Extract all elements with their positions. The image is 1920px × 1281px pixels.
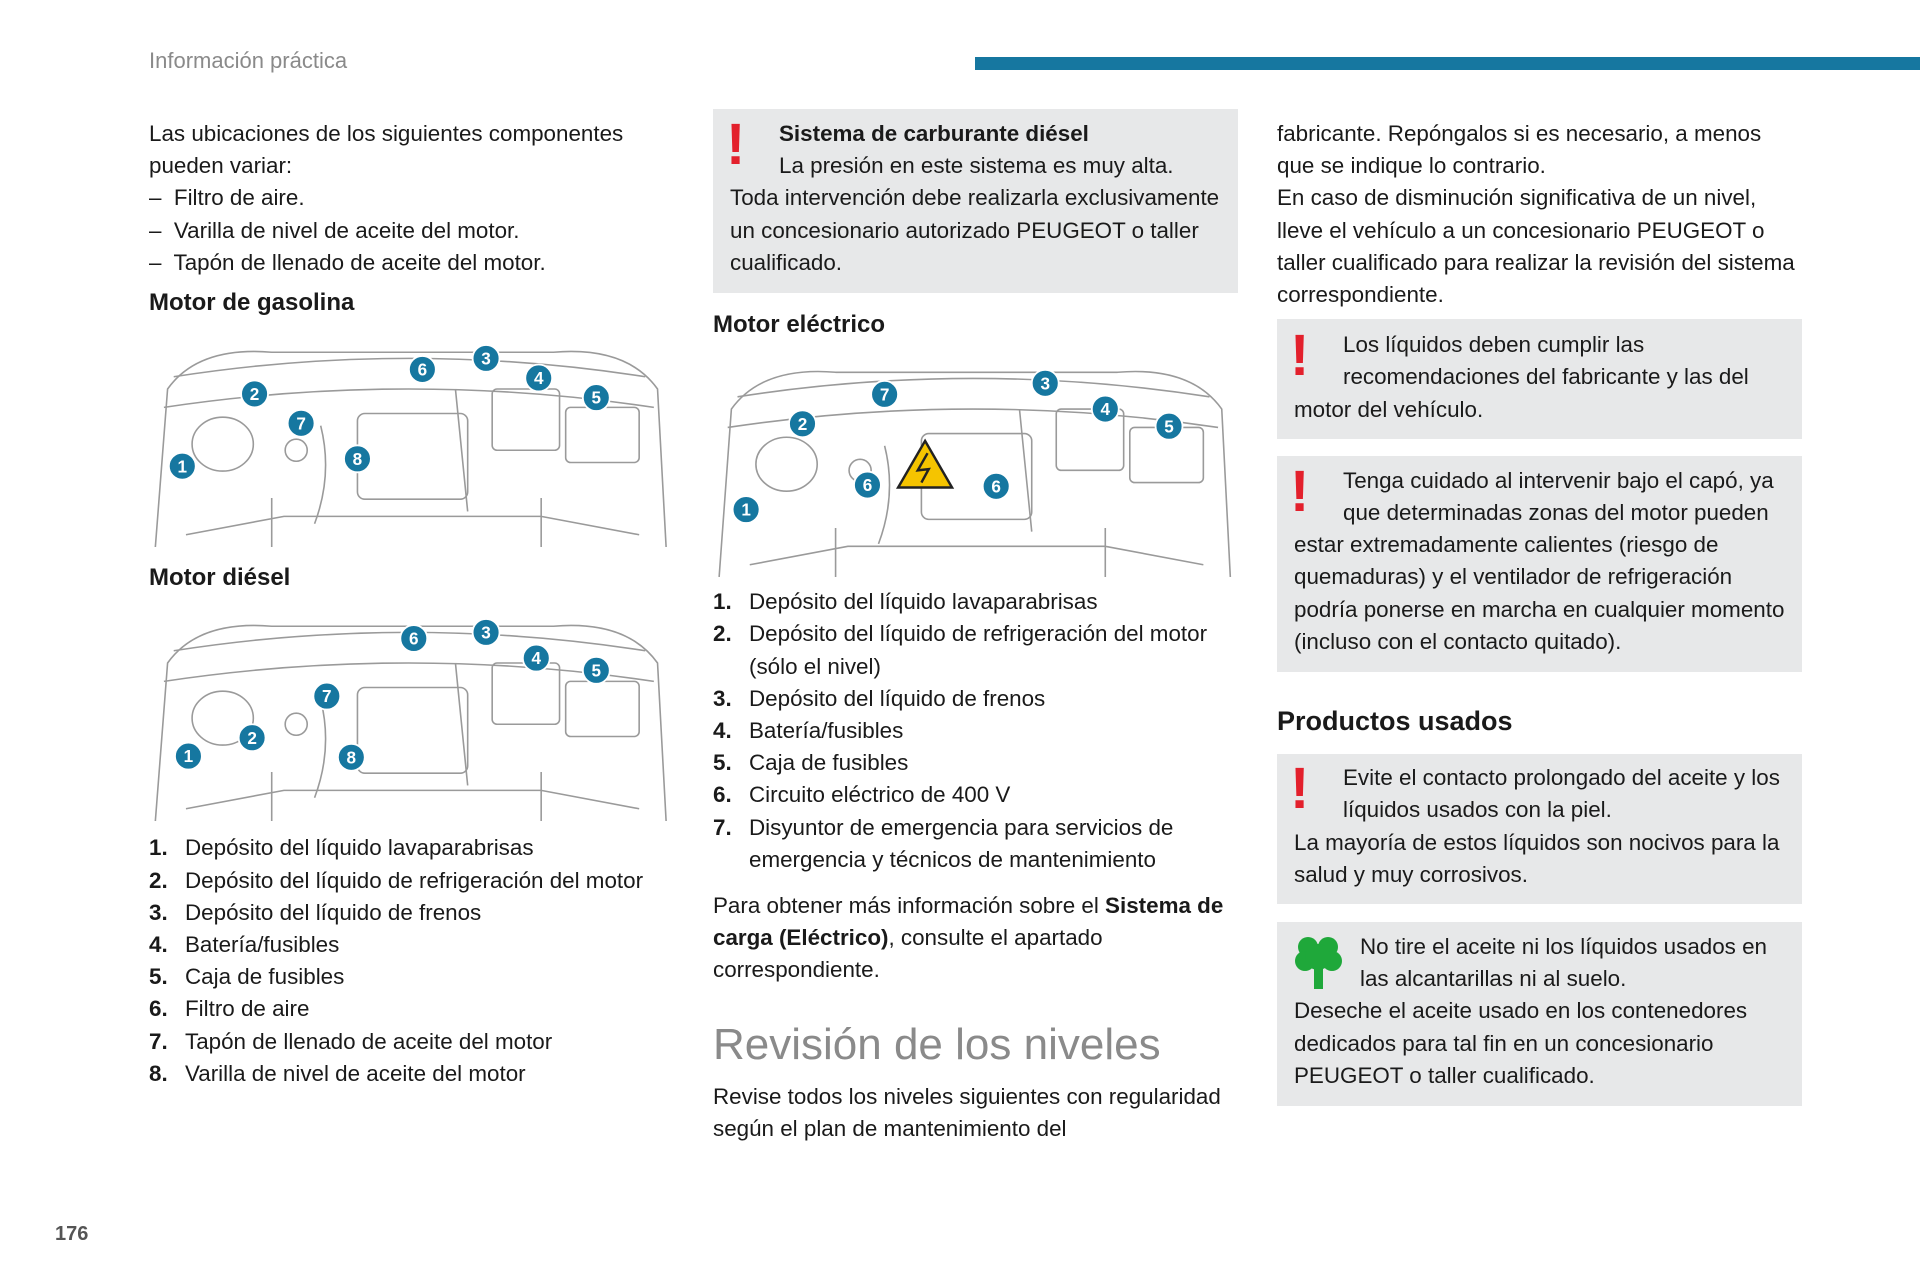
intro-text: Las ubicaciones de los siguientes componentes pueden variar:	[149, 121, 624, 179]
warning-icon: !	[1290, 323, 1310, 389]
fluids-warning-box	[1277, 319, 1802, 439]
warning-icon: !	[1290, 756, 1310, 822]
list-item: 7. Disyuntor de emergencia para servicios de emergencia y técnicos de mantenimiento	[713, 814, 1174, 872]
callout-label: 6	[991, 476, 1001, 497]
warning-text: La mayoría de estos líquidos son nocivos para la salud y muy corrosivos.	[1294, 829, 1780, 887]
bullet: – Tapón de llenado de aceite del motor.	[149, 249, 546, 275]
high-voltage-icon	[898, 441, 952, 488]
info-text: Para obtener más información sobre el Sistema de carga (Eléctrico), consulte el apartado correspondiente.	[713, 893, 1224, 983]
continued-text: En caso de disminución significativa de un nivel, lleve el vehículo a un concesionario PEUGEOT o taller cualificado para realizar la revisión del sistema correspondiente.	[1277, 185, 1795, 308]
callout-label: 7	[322, 686, 332, 707]
bullet: – Filtro de aire.	[149, 185, 305, 211]
list-item: 8. Varilla de nivel de aceite del motor	[149, 1060, 526, 1086]
callout-label: 2	[247, 728, 257, 749]
list-item: 4. Batería/fusibles	[713, 718, 904, 744]
callout-label: 5	[591, 660, 602, 681]
callout-label: 5	[591, 387, 602, 408]
engine-line-art	[155, 626, 666, 822]
list-item: 2. Depósito del líquido de refrigeración del motor (sólo el nivel)	[713, 621, 1208, 679]
warning-title: Sistema de carburante diésel	[779, 121, 1089, 146]
warning-text: Tenga cuidado al intervenir bajo el capó, ya que determinadas zonas del motor pueden estar extremadamente calientes (riesgo de quemaduras) y el ventilador de refrigeración podría ponerse en marcha en cualquier momento (incluso con el contacto quitado).	[1294, 467, 1785, 654]
diesel-heading: Motor diésel	[149, 564, 291, 592]
callout-label: 1	[177, 456, 188, 477]
callout-label: 7	[296, 413, 306, 434]
engine-line-art	[155, 352, 666, 548]
gasoline-engine-diagram	[149, 340, 670, 547]
list-item: 7. Tapón de llenado de aceite del motor	[149, 1028, 553, 1054]
warning-icon: !	[1290, 458, 1310, 524]
list-item: 3. Depósito del líquido de frenos	[149, 899, 482, 925]
list-item: 5. Caja de fusibles	[149, 964, 345, 990]
gasoline-heading: Motor de gasolina	[149, 289, 355, 317]
list-item: 3. Depósito del líquido de frenos	[713, 685, 1046, 711]
callout-label: 3	[1040, 373, 1050, 394]
bullet: – Varilla de nivel de aceite del motor.	[149, 217, 520, 243]
callout-label: 7	[879, 384, 890, 405]
component-list	[713, 586, 1238, 876]
right-column	[1277, 118, 1802, 1106]
callout-label: 4	[1100, 399, 1111, 420]
list-item: 2. Depósito del líquido de refrigeración del motor	[149, 867, 644, 893]
used-products-warning-box	[1277, 754, 1802, 904]
environment-text: No tire el aceite ni los líquidos usados en las alcantarillas ni al suelo.	[1360, 934, 1768, 992]
engine-line-art	[719, 372, 1230, 577]
section-title: Revisión de los niveles	[713, 1019, 1161, 1069]
middle-column	[713, 109, 1238, 1145]
page-number: 176	[55, 1223, 89, 1245]
warning-icon: !	[726, 112, 746, 177]
list-item: 5. Caja de fusibles	[713, 750, 909, 776]
list-item: 1. Depósito del líquido lavaparabrisas	[149, 835, 534, 861]
callout-label: 5	[1164, 416, 1174, 437]
products-heading: Productos usados	[1277, 706, 1513, 737]
list-item: 4. Batería/fusibles	[149, 932, 340, 958]
warning-text: Evite el contacto prolongado del aceite y los líquidos usados con la piel.	[1343, 765, 1780, 823]
environment-text: Deseche el aceite usado en los contenedores dedicados para tal fin en un concesionario PEUGEOT o taller cualificado.	[1294, 998, 1748, 1088]
left-column	[149, 118, 671, 1090]
tree-icon	[1294, 931, 1360, 993]
warning-text: Los líquidos deben cumplir las recomendaciones del fabricante y las del motor del vehículo.	[1294, 332, 1749, 422]
electric-heading: Motor eléctrico	[713, 311, 886, 339]
header-accent-bar	[975, 57, 1920, 70]
callout-label: 6	[409, 629, 419, 650]
callout-label: 8	[352, 449, 363, 470]
callout-label: 1	[183, 746, 194, 767]
callout-label: 1	[741, 499, 751, 520]
section-text: Revise todos los niveles siguientes con regularidad según el plan de mantenimiento del	[713, 1083, 1221, 1141]
callout-label: 6	[417, 359, 428, 380]
continued-text: fabricante. Repóngalos si es necesario, a menos que se indique lo contrario.	[1277, 121, 1762, 179]
diesel-engine-diagram	[149, 614, 670, 821]
charging-system-link: Sistema de carga (Eléctrico)	[713, 893, 1224, 951]
list-item: 1. Depósito del líquido lavaparabrisas	[713, 589, 1098, 615]
warning-text: La presión en este sistema es muy alta.	[779, 153, 1174, 179]
callout-label: 4	[533, 368, 544, 389]
callout-label: 3	[481, 622, 491, 643]
electric-engine-diagram	[713, 360, 1234, 577]
list-item: 6. Circuito eléctrico de 400 V	[713, 782, 1011, 808]
callout-label: 3	[481, 348, 491, 369]
callout-label: 6	[862, 475, 873, 496]
callout-label: 2	[797, 414, 808, 435]
callout-label: 2	[249, 384, 260, 405]
list-item: 6. Filtro de aire	[149, 996, 310, 1022]
warning-text: Toda intervención debe realizarla exclusivamente un concesionario autorizado PEUGEOT o taller cualificado.	[730, 185, 1220, 275]
callout-label: 8	[346, 747, 357, 768]
section-header: Información práctica	[149, 48, 348, 73]
component-list	[149, 832, 671, 1090]
hood-warning-box	[1277, 456, 1802, 672]
diesel-warning-box	[713, 109, 1238, 293]
environment-box	[1277, 922, 1802, 1106]
callout-label: 4	[531, 648, 542, 669]
